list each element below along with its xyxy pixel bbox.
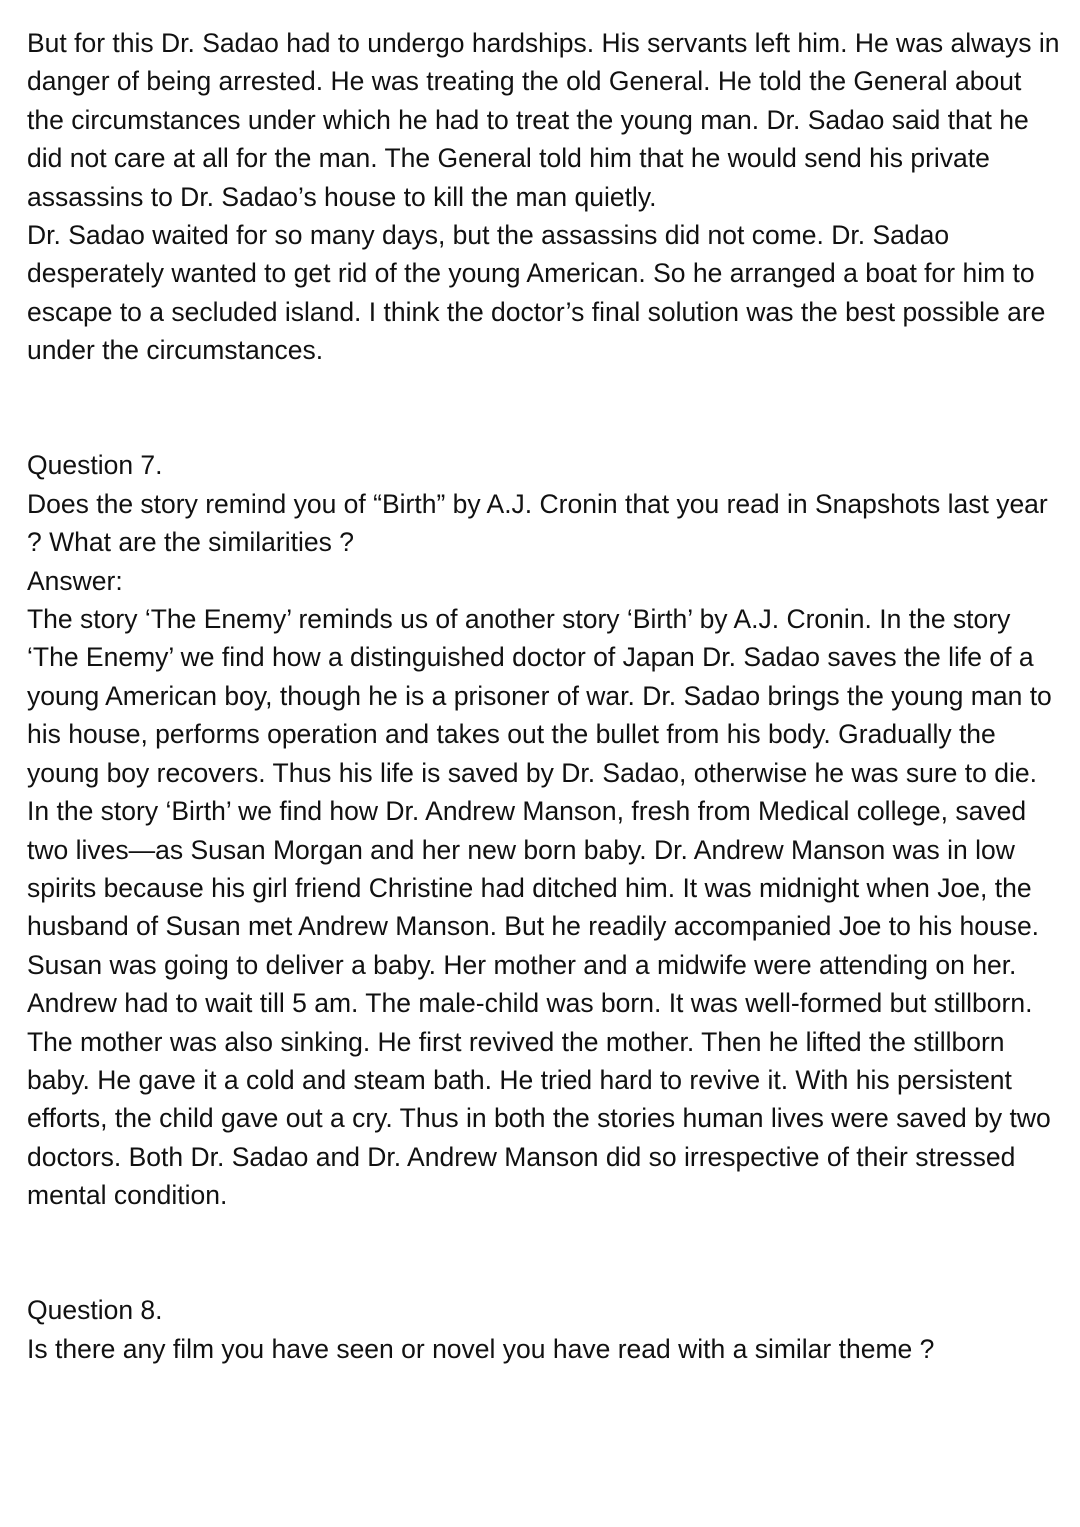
question-8-text: Is there any film you have seen or novel you have read with a similar theme ?: [27, 1333, 935, 1364]
question-8-heading: Question 8.: [27, 1295, 163, 1326]
question-7-heading: Question 7.: [27, 450, 163, 481]
paragraph-hardships: But for this Dr. Sadao had to undergo hardships. His servants left him. He was always in danger of being arrested. He was treating the old General. He told the General about the circumstances under which he had to treat the young man. Dr. Sadao said that he did not care at all for the man. The General told him that he would send his private assassins to Dr. Sadao’s house to kill the man quietly.: [27, 28, 1067, 212]
answer-paragraph-conclusion: Andrew had to wait till 5 am. The male-child was born. It was well-formed but stillborn. The mother was also sinking. He first revived the mother. Then he lifted the stillborn baby. He gave it a cold and steam bath. He tried hard to revive it. With his persistent efforts, the child gave out a cry. Thus in both the stories human lives were saved by two doctors. Both Dr. Sadao and Dr. Andrew Manson did so irrespective of their stressed mental condition.: [27, 988, 1059, 1211]
document-page: [27, 24, 1067, 1368]
answer-paragraph-enemy: The story ‘The Enemy’ reminds us of another story ‘Birth’ by A.J. Cronin. In the story ‘The Enemy’ we find how a distinguished doctor of Japan Dr. Sadao saves the life of a young American boy, though he is a prisoner of war. Dr. Sadao brings the young man to his house, performs operation and takes out the bullet from his body. Gradually the young boy recovers. Thus his life is saved by Dr. Sadao, otherwise he was sure to die.: [27, 604, 1060, 788]
question-7-text: Does the story remind you of “Birth” by A.J. Cronin that you read in Snapshots last year ? What are the similarities ?: [27, 488, 1056, 558]
spacer: [27, 370, 1062, 447]
spacer: [27, 1215, 1062, 1292]
answer-label: Answer:: [27, 565, 123, 596]
paragraph-assassins: Dr. Sadao waited for so many days, but the assassins did not come. Dr. Sadao desperately wanted to get rid of the young American. So he arranged a boat for him to escape to a secluded island. I think the doctor’s final solution was the best possible are under the circumstances.: [27, 220, 1053, 366]
answer-paragraph-birth: In the story ‘Birth’ we find how Dr. Andrew Manson, fresh from Medical college, saved two lives—as Susan Morgan and her new born baby. Dr. Andrew Manson was in low spirits because his girl friend Christine had ditched him. It was midnight when Joe, the husband of Susan met Andrew Manson. But he readily accompanied Joe to his house. Susan was going to deliver a baby. Her mother and a midwife were attending on her.: [27, 796, 1047, 980]
